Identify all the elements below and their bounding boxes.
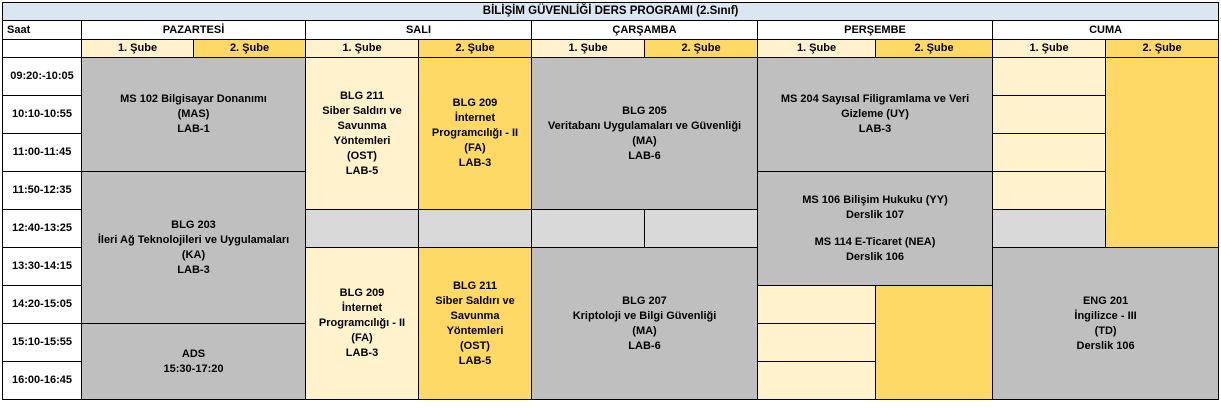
course-line: MS 102 Bilgisayar Donanımı <box>120 93 267 105</box>
course-line: Derslik 107 <box>845 208 905 221</box>
course-mon-ads <box>82 324 306 400</box>
empty-slot <box>993 134 1106 172</box>
course-line: LAB-5 <box>458 354 492 367</box>
schedule-table <box>2 2 1219 400</box>
course-mon-blg203 <box>82 172 306 324</box>
empty-slot <box>993 172 1106 210</box>
time-slot: 11:00-11:45 <box>3 134 82 172</box>
course-line: Kriptoloji ve Bilgi Güvenliği <box>572 309 717 322</box>
course-line: Derslik 106 <box>845 250 905 263</box>
course-line: MS 204 Sayısal Filigramlama ve Veri <box>780 93 970 105</box>
course-line: LAB-3 <box>177 263 210 276</box>
course-tue2-blg211 <box>419 248 532 400</box>
course-line: (MA) <box>632 324 657 337</box>
course-line: (KA) <box>181 248 206 261</box>
course-line: (TD) <box>1094 324 1117 337</box>
course-thu-ms106-ms114 <box>758 172 993 286</box>
course-line: BLG 203 <box>171 218 216 231</box>
time-slot: 13:30-14:15 <box>3 248 82 286</box>
empty-slot <box>876 286 993 400</box>
course-line: Programcılığı - II <box>318 317 406 329</box>
course-line: Derslik 106 <box>1076 339 1135 352</box>
course-wed-blg205 <box>532 58 758 210</box>
course-line: ENG 201 <box>1082 294 1129 307</box>
sube-header: 1. Şube <box>532 40 645 58</box>
course-tue1-blg211 <box>306 58 419 210</box>
course-line: LAB-3 <box>858 123 892 135</box>
course-line: Yöntemleri <box>446 324 504 337</box>
day-header-thursday: PERŞEMBE <box>758 21 993 40</box>
course-line: Programcılığı - II <box>431 127 519 139</box>
time-slot: 10:10-10:55 <box>3 96 82 134</box>
sube-header: 2. Şube <box>645 40 758 58</box>
course-line: (OST) <box>347 149 377 162</box>
sube-header: 2. Şube <box>419 40 532 58</box>
empty-slot <box>758 362 876 400</box>
time-slot: 14:20-15:05 <box>3 286 82 324</box>
time-slot: 12:40-13:25 <box>3 210 82 248</box>
empty-slot <box>993 96 1106 134</box>
time-slot: 09:20:-10:05 <box>3 58 82 96</box>
course-line: (MA) <box>632 134 657 147</box>
course-line: İngilizce - III <box>1074 309 1137 322</box>
course-line: MS 106 Bilişim Hukuku (YY) <box>802 193 948 206</box>
day-header-tuesday: SALI <box>306 21 532 40</box>
course-line: (FA) <box>351 332 373 344</box>
course-line: (FA) <box>464 142 486 154</box>
course-line: Siber Saldırı ve <box>435 294 515 307</box>
course-line: İleri Ağ Teknolojileri ve Uygulamaları <box>97 233 290 246</box>
course-line: BLG 205 <box>622 104 667 117</box>
course-line: LAB-3 <box>458 157 492 169</box>
empty-slot <box>758 324 876 362</box>
empty-slot <box>1106 58 1219 248</box>
course-fri-eng201 <box>993 248 1219 400</box>
page-title: BİLİŞİM GÜVENLİĞİ DERS PROGRAMI (2.Sınıf) <box>3 3 1219 21</box>
course-line: BLG 207 <box>622 294 667 307</box>
sube-header: 2. Şube <box>876 40 993 58</box>
course-line: BLG 209 <box>339 287 385 299</box>
empty-slot <box>993 58 1106 96</box>
course-line: Veritabanı Uygulamaları ve Güvenliği <box>547 119 742 132</box>
day-header-friday: CUMA <box>993 21 1219 40</box>
course-line: BLG 209 <box>452 97 498 109</box>
course-line: (MAS) <box>177 108 210 120</box>
course-line: ADS <box>181 347 206 360</box>
course-mon-ms102 <box>82 58 306 172</box>
course-line: İnternet <box>341 302 383 314</box>
course-tue1-blg209 <box>306 248 419 400</box>
sube-header: 2. Şube <box>194 40 306 58</box>
time-slot: 16:00-16:45 <box>3 362 82 400</box>
empty-slot <box>993 210 1106 248</box>
course-line: LAB-1 <box>177 123 210 135</box>
course-line: BLG 211 <box>452 279 498 292</box>
time-slot: 11:50-12:35 <box>3 172 82 210</box>
empty-slot <box>306 210 419 248</box>
course-tue2-blg209 <box>419 58 532 210</box>
sube-header: 1. Şube <box>758 40 876 58</box>
day-header-monday: PAZARTESİ <box>82 21 306 40</box>
course-line: LAB-5 <box>345 164 379 177</box>
course-line: BLG 211 <box>339 89 385 102</box>
sube-header: 1. Şube <box>82 40 194 58</box>
course-line: LAB-6 <box>628 149 661 162</box>
day-header-wednesday: ÇARŞAMBA <box>532 21 758 40</box>
spacer <box>758 223 992 235</box>
course-line: 15:30-17:20 <box>163 362 224 375</box>
course-line: Siber Saldırı ve <box>322 104 402 117</box>
sube-header: 2. Şube <box>1106 40 1219 58</box>
course-line: (OST) <box>460 339 490 352</box>
empty-slot <box>532 210 645 248</box>
empty-slot <box>419 210 532 248</box>
course-line: İnternet <box>454 112 496 124</box>
course-wed-blg207 <box>532 248 758 400</box>
course-line: LAB-6 <box>628 339 661 352</box>
time-slot: 15:10-15:55 <box>3 324 82 362</box>
course-line: Savunma <box>337 119 387 132</box>
saat-header: Saat <box>3 21 82 40</box>
sube-header: 1. Şube <box>993 40 1106 58</box>
empty-slot <box>645 210 758 248</box>
sube-header: 1. Şube <box>306 40 419 58</box>
sube-row-blank <box>3 40 82 58</box>
course-line: Savunma <box>450 309 500 322</box>
course-thu-ms204 <box>758 58 993 172</box>
course-line: Yöntemleri <box>333 134 391 147</box>
course-line: MS 114 E-Ticaret (NEA) <box>814 235 936 248</box>
course-line: LAB-3 <box>345 347 379 359</box>
course-line: Gizleme (UY) <box>841 108 909 120</box>
empty-slot <box>758 286 876 324</box>
